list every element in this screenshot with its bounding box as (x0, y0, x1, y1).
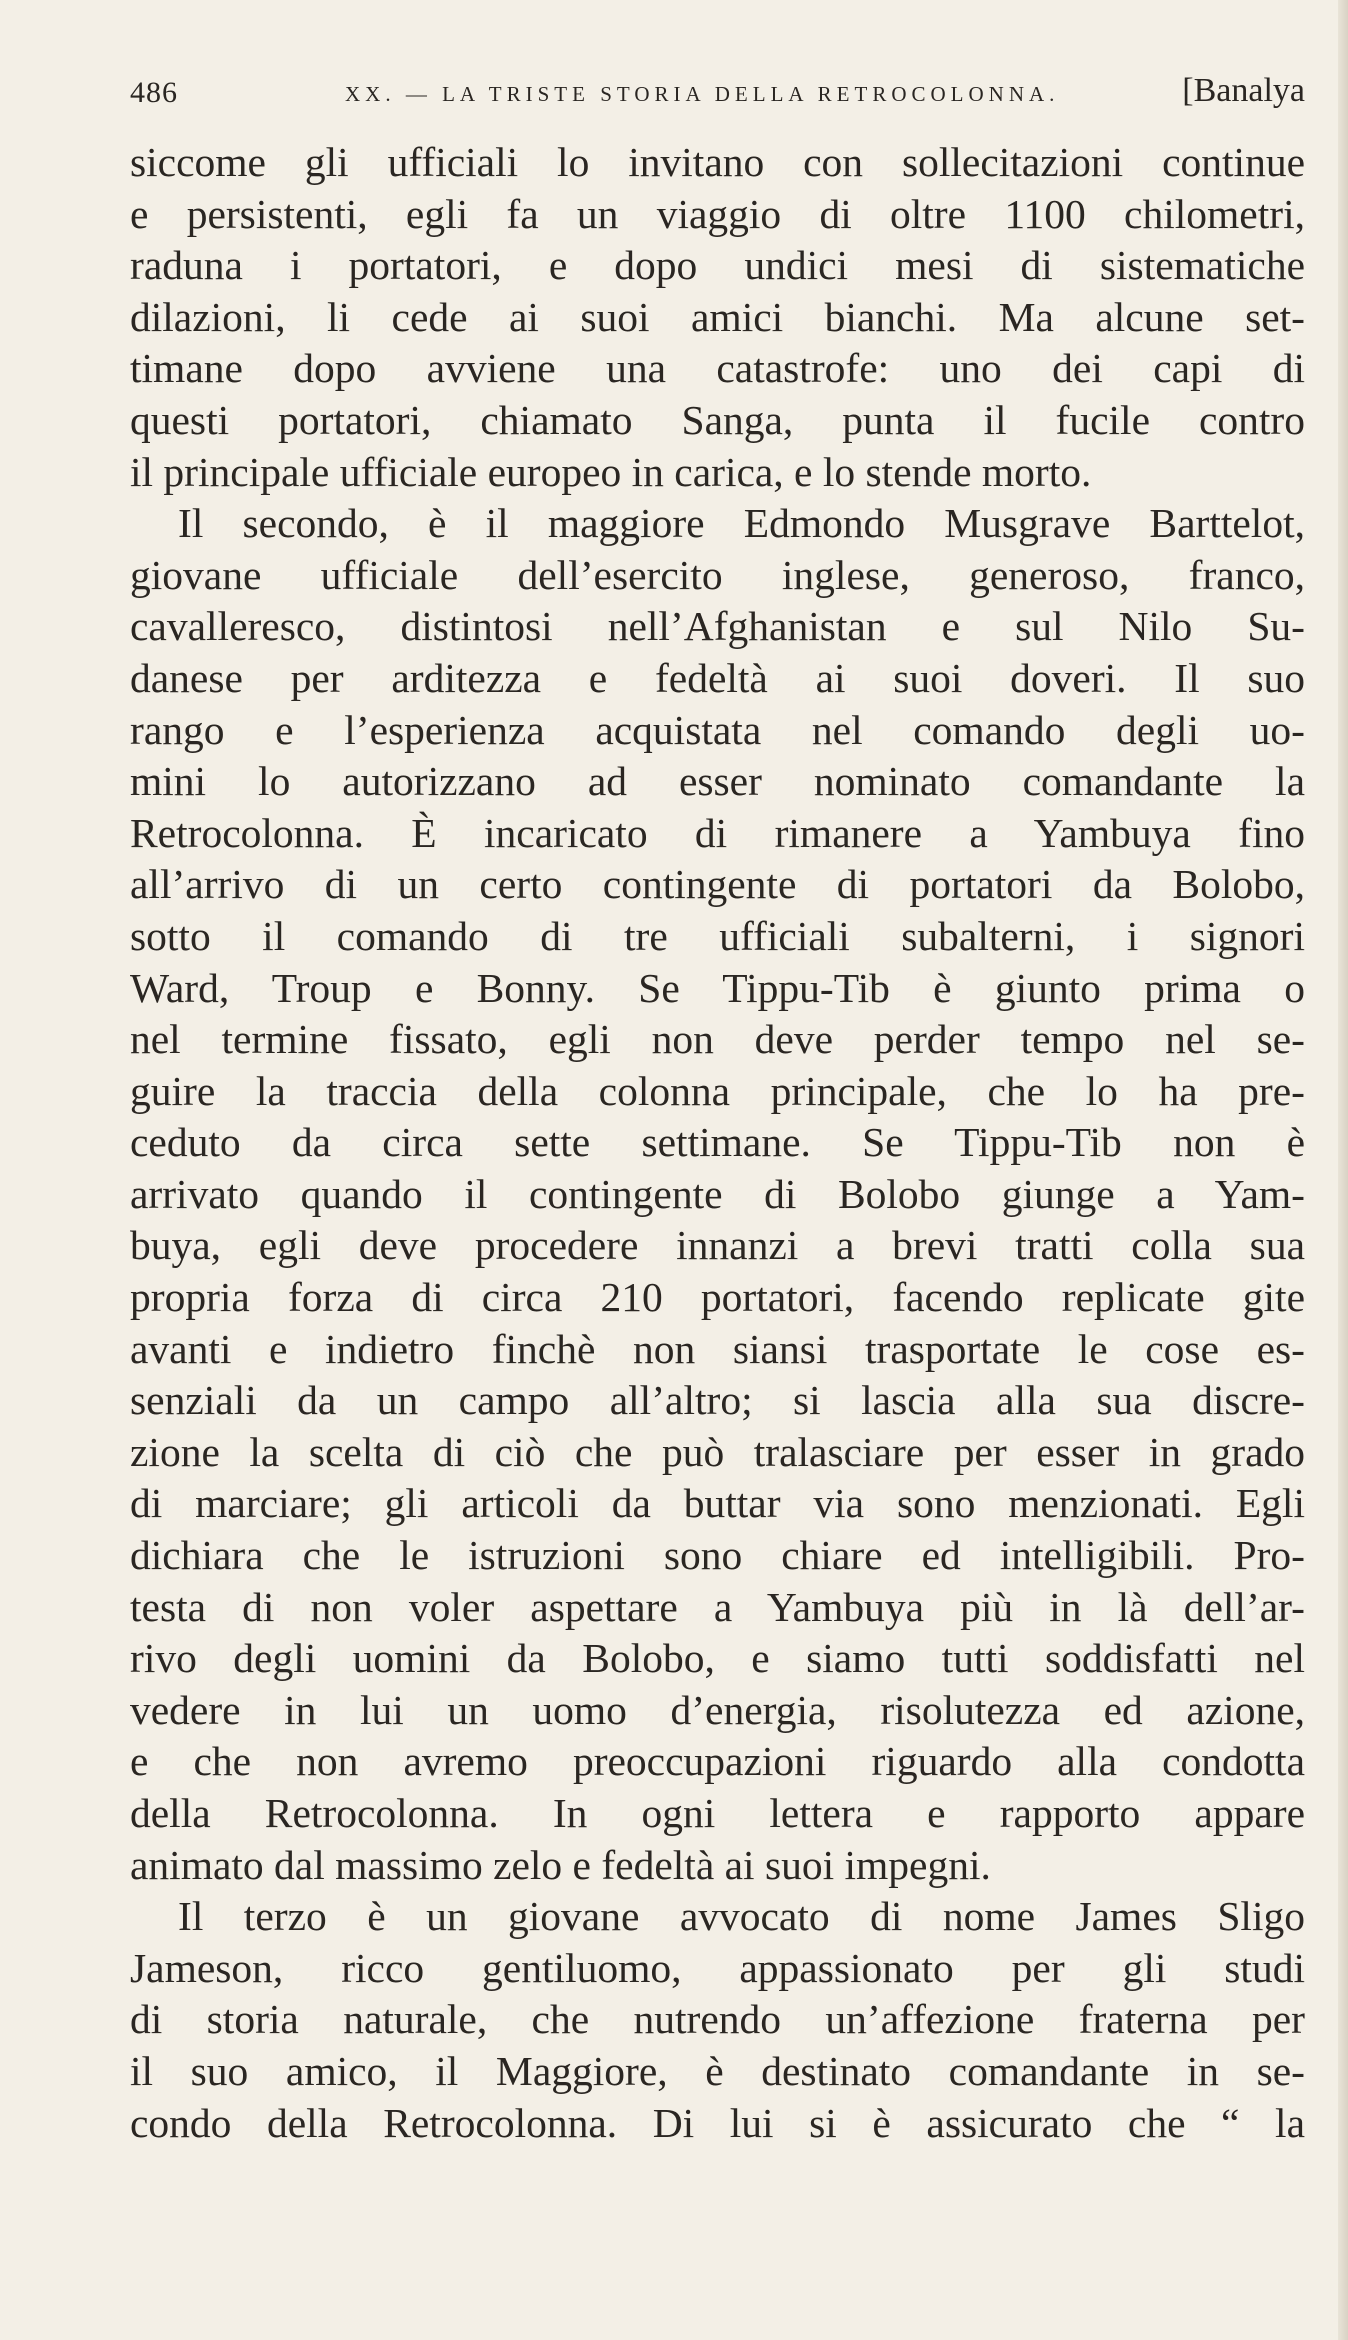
running-title: XX. — LA TRISTE STORIA DELLA RETROCOLONNA. (345, 82, 1060, 106)
text-line: condo della Retrocolonna. Di lui si è assicurato che “ la (130, 2099, 1305, 2146)
text-line: di marciare; gli articoli da buttar via sono menzionati. Egli (130, 1480, 1305, 1527)
text-line: di storia naturale, che nutrendo un’affezione fraterna per (130, 1996, 1305, 2043)
text-line: dilazioni, li cede ai suoi amici bianchi. Ma alcune set- (130, 293, 1305, 340)
text-line: zione la scelta di ciò che può tralasciare per esser in grado (130, 1428, 1305, 1475)
text-line: Jameson, ricco gentiluomo, appassionato per gli studi (130, 1944, 1305, 1991)
text-line: senziali da un campo all’altro; si lascia alla sua discre- (130, 1377, 1305, 1424)
text-line: Il secondo, è il maggiore Edmondo Musgrave Barttelot, (178, 500, 1305, 547)
text-line: ceduto da circa sette settimane. Se Tippu-Tib non è (130, 1119, 1305, 1166)
text-line: il suo amico, il Maggiore, è destinato comandante in se- (130, 2047, 1305, 2094)
text-line: propria forza di circa 210 portatori, facendo replicate gite (130, 1274, 1305, 1321)
text-line: buya, egli deve procedere innanzi a brevi tratti colla sua (130, 1222, 1305, 1269)
text-line: Ward, Troup e Bonny. Se Tippu-Tib è giunto prima o (130, 964, 1305, 1011)
text-line: rivo degli uomini da Bolobo, e siamo tutti soddisfatti nel (130, 1635, 1305, 1682)
text-line: cavalleresco, distintosi nell’Afghanistan e sul Nilo Su- (130, 603, 1305, 650)
text-line: e persistenti, egli fa un viaggio di oltre 1100 chilometri, (130, 190, 1305, 237)
text-line: Il terzo è un giovane avvocato di nome James Sligo (178, 1893, 1305, 1940)
text-line: animato dal massimo zelo e fedeltà ai suoi impegni. (130, 1841, 991, 1888)
page-number: 486 (130, 76, 178, 109)
text-line: questi portatori, chiamato Sanga, punta il fucile contro (130, 396, 1305, 443)
text-line: giovane ufficiale dell’esercito inglese, generoso, franco, (130, 551, 1305, 598)
text-line: rango e l’esperienza acquistata nel comando degli uo- (130, 706, 1305, 753)
text-line: e che non avremo preoccupazioni riguardo alla condotta (130, 1738, 1305, 1785)
page-edge (1338, 0, 1348, 2340)
text-line: avanti e indietro finchè non siansi trasportate le cose es- (130, 1325, 1305, 1372)
text-line: arrivato quando il contingente di Bolobo giunge a Yam- (130, 1170, 1305, 1217)
body-text (130, 137, 1305, 2149)
text-line: Retrocolonna. È incaricato di rimanere a Yambuya fino (130, 809, 1305, 856)
text-line: timane dopo avviene una catastrofe: uno dei capi di (130, 345, 1305, 392)
running-section-ref: [Banalya (1182, 72, 1305, 109)
running-header (130, 70, 1305, 120)
text-line: all’arrivo di un certo contingente di portatori da Bolobo, (130, 861, 1305, 908)
text-line: guire la traccia della colonna principale, che lo ha pre- (130, 1067, 1305, 1114)
text-line: danese per arditezza e fedeltà ai suoi doveri. Il suo (130, 654, 1305, 701)
text-line: siccome gli ufficiali lo invitano con sollecitazioni continue (130, 139, 1305, 185)
text-line: vedere in lui un uomo d’energia, risolutezza ed azione, (130, 1686, 1305, 1733)
text-line: della Retrocolonna. In ogni lettera e rapporto appare (130, 1790, 1305, 1836)
text-line: mini lo autorizzano ad esser nominato comandante la (130, 758, 1305, 805)
text-line: dichiara che le istruzioni sono chiare ed intelligibili. Pro- (130, 1532, 1305, 1579)
text-line: testa di non voler aspettare a Yambuya più in là dell’ar- (130, 1583, 1305, 1630)
text-line: nel termine fissato, egli non deve perder tempo nel se- (130, 1016, 1305, 1063)
text-line: il principale ufficiale europeo in carica, e lo stende morto. (130, 448, 1092, 495)
text-line: sotto il comando di tre ufficiali subalterni, i signori (130, 912, 1305, 959)
text-line: raduna i portatori, e dopo undici mesi di sistematiche (130, 242, 1305, 289)
